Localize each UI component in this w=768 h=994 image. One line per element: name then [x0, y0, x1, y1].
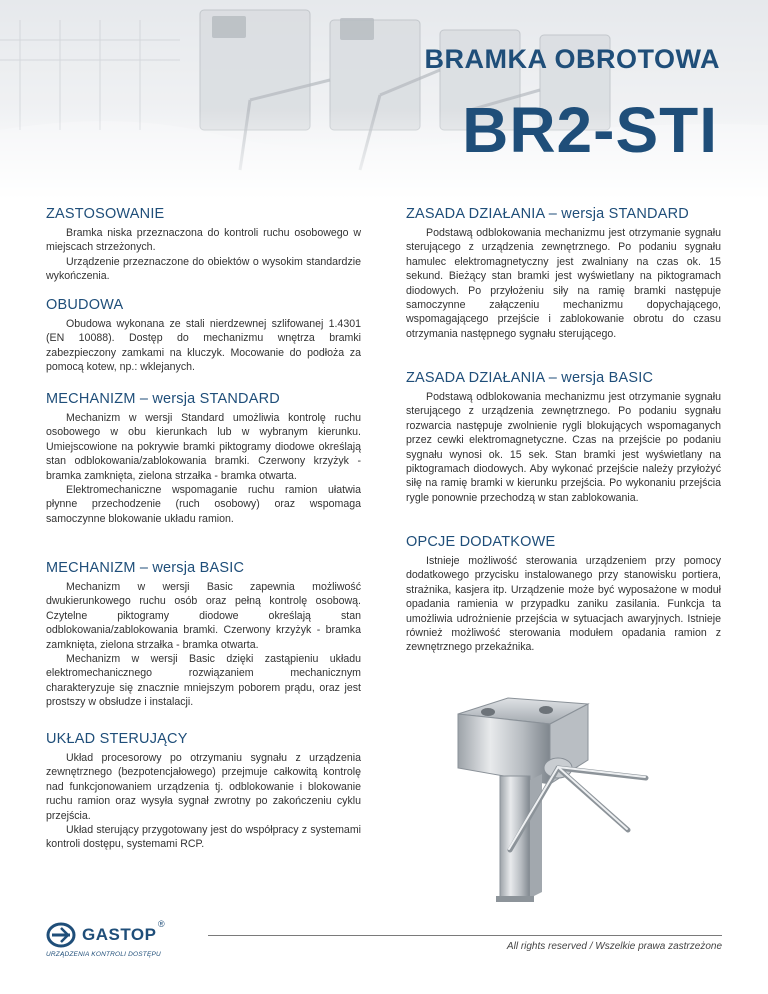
section-zasada-standard — [406, 206, 721, 341]
section-heading: UKŁAD STERUJĄCY — [46, 731, 188, 747]
section-zasada-basic — [406, 370, 721, 505]
registered-mark: ® — [158, 919, 165, 929]
product-image-turnstile — [438, 680, 658, 915]
section-paragraph: Podstawą odblokowania mechanizmu jest otrzymanie sygnału sterującego z urządzenia zewnętrznego. Po podaniu sygnału hamulec elektromagnetyczny jest zwalniany na czas ok. 15 sekund. Bieżący stan bramki jest wyświetlany na piktogramach diodowych. Po przyłożeniu siły na ramię bramki następuje samoczynne załączeniu mechanizmu dopychającego, wspomagającego przejście i zablokowanie obrotu do czasu otrzymania następnego sygnału sterującego. — [406, 227, 721, 340]
section-heading: OBUDOWA — [46, 297, 124, 313]
section-paragraph: Mechanizm w wersji Basic zapewnia możliwość dwukierunkowego ruchu osób oraz pełną kontrolę osobową. Czytelne piktogramy diodowe określają stan odblokowania/zablokowania bramki. Czerwony krzyżyk - bramka zamknięta, zielona strzałka - bramka otwarta. — [46, 581, 361, 651]
section-mechanizm-basic — [46, 560, 361, 710]
section-paragraph: Urządzenie przeznaczone do obiektów o wysokim standardzie wykończenia. — [46, 255, 361, 283]
section-mechanizm-standard — [46, 391, 361, 526]
section-heading: MECHANIZM – wersja STANDARD — [46, 391, 280, 407]
section-paragraph: Bramka niska przeznaczona do kontroli ruchu osobowego w miejscach strzeżonych. — [46, 227, 361, 254]
hero-banner — [0, 0, 768, 200]
document-title: BRAMKA OBROTOWA — [424, 44, 720, 74]
section-paragraph: Elektromechaniczne wspomaganie ruchu ramion ułatwia płynne przechodzenie (ruch osobowy) oraz wspomaga samoczynne blokowanie układu ramion. — [46, 484, 361, 525]
copyright-notice: All rights reserved / Wszelkie prawa zastrzeżone — [506, 941, 722, 952]
section-paragraph: Mechanizm w wersji Standard umożliwia kontrolę ruchu osobowego w obu kierunkach lub w wybranym kierunku. Umiejscowione na pokrywie bramki piktogramy diodowe określają stan odblokowania/zablokowania bramki. Czerwony krzyżyk - bramka zamknięta, zielona strzałka - bramka otwarta. — [46, 412, 361, 482]
gastop-logo-icon — [46, 922, 76, 948]
logo-name: GASTOP — [82, 925, 157, 944]
section-paragraph: Podstawą odblokowania mechanizmu jest otrzymanie sygnału sterującego z urządzenia zewnętrznego. Po podaniu sygnału rozwarcia następuje zwolnienie rygli blokujących wspomaganych przez cewki elektromagnetyczne. Czas na przejście po podaniu sygnału wynosi ok. 15 sek. Stan bramki jest wyświetlany na piktogramach diodowych. Aby wykonać przejście należy przyłożyć siłę na ramię bramki w kierunku przejścia. Po wykonaniu przejścia rygle ponownie przechodzą w stan zablokowania. — [406, 391, 721, 504]
section-heading: ZASTOSOWANIE — [46, 206, 165, 222]
section-zastosowanie — [46, 206, 361, 284]
section-paragraph: Mechanizm w wersji Basic dzięki zastąpieniu układu elektromechanicznego rozwiązaniem mechanicznym charakteryzuje się znacznie mniejszym poborem prądu, oraz jest prostszy w obsłudze i instalacji. — [46, 653, 361, 709]
section-obudowa — [46, 297, 361, 375]
logo-tagline: URZĄDZENIA KONTROLI DOSTĘPU — [46, 951, 161, 958]
product-model: BR2-STI — [462, 94, 718, 166]
section-opcje-dodatkowe — [406, 534, 721, 655]
section-heading: ZASADA DZIAŁANIA – wersja BASIC — [406, 370, 654, 386]
section-heading: OPCJE DODATKOWE — [406, 534, 556, 550]
section-uklad-sterujacy — [46, 731, 361, 852]
section-paragraph: Układ sterujący przygotowany jest do współpracy z systemami kontroli dostępu, systemami RCP. — [46, 824, 361, 851]
section-heading: MECHANIZM – wersja BASIC — [46, 560, 245, 576]
section-paragraph: Istnieje możliwość sterowania urządzeniem przy pomocy dodatkowego przycisku instalowanego przy stanowisku portiera, strażnika, kasjera itp. Urządzenie może być wyposażone w moduł opadania ramienia w przypadku zaniku zasilania. Funkcja ta umożliwia udrożnienie przejścia w sytuacjach awaryjnych. Istnieje również możliwość sterowania modułem opadania ramion z zewnętrznego przekaźnika. — [406, 555, 721, 654]
company-logo — [46, 919, 165, 958]
section-paragraph: Układ procesorowy po otrzymaniu sygnału z urządzenia zewnętrznego (bezpotencjałowego) przejmuje całkowitą kontrolę nad funkcjonowaniem urządzenia tj. odblokowanie i blokowanie ruchu ramion oraz wysyła sygnał zwrotny po zakończeniu cyklu przejścia. — [46, 752, 361, 822]
section-heading: ZASADA DZIAŁANIA – wersja STANDARD — [406, 206, 689, 222]
footer-divider — [208, 935, 722, 936]
section-paragraph: Obudowa wykonana ze stali nierdzewnej szlifowanej 1.4301 (EN 10088). Dostęp do mechanizmu wnętrza bramki zabezpieczony zamkami na kluczyk. Mocowanie do podłoża za pomocą kotew, np.: wklejanych. — [46, 318, 361, 374]
